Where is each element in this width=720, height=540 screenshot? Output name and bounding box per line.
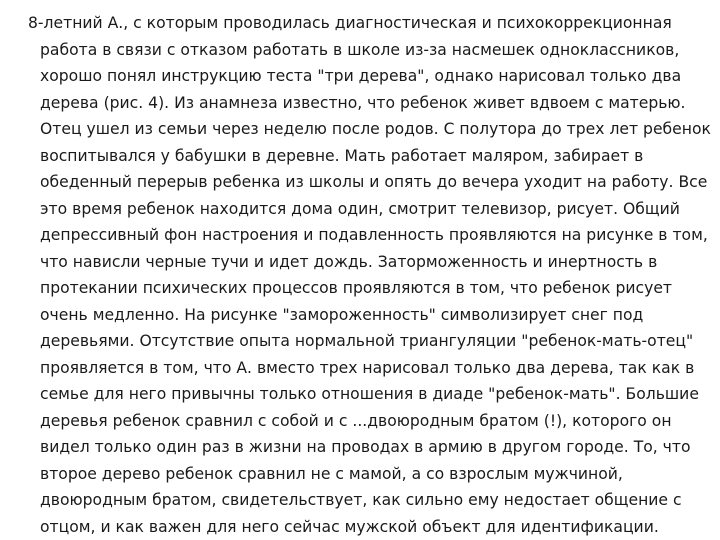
paragraph-line-12: очень медленно. На рисунке "замороженность" символизирует снег под	[40, 305, 644, 324]
paragraph-line-19: двоюродным братом, свидетельствует, как сильно ему недостает общение с	[40, 491, 682, 509]
paragraph-line-10: что нависли черные тучи и идет дождь. Заторможенность и инертность в	[40, 252, 658, 271]
paragraph-line-7: обеденный перерыв ребенка из школы и опять до вечера уходит на работу. Все	[40, 173, 708, 191]
paragraph-line-4: дерева (рис. 4). Из анамнеза известно, что ребенок живет вдвоем с матерью.	[40, 93, 686, 112]
case-description-paragraph	[28, 10, 711, 540]
paragraph-line-8: это время ребенок находится дома один, смотрит телевизор, рисует. Общий	[40, 199, 680, 218]
paragraph-line-6: воспитывался у бабушки в деревне. Мать работает маляром, забирает в	[40, 146, 644, 165]
paragraph-line-2: работа в связи с отказом работать в школе из-за насмешек одноклассников,	[40, 40, 680, 59]
paragraph-line-14: проявляется в том, что А. вместо трех нарисовал только два дерева, так как в	[40, 358, 695, 377]
paragraph-line-11: протекании психических процессов проявляются в том, что ребенок рисует	[40, 279, 673, 297]
paragraph-line-13: деревьями. Отсутствие опыта нормальной триангуляции "ребенок-мать-отец"	[40, 332, 694, 350]
paragraph-line-9: депрессивный фон настроения и подавленность проявляются на рисунке в том,	[40, 226, 708, 244]
paragraph-line-1: 8-летний А., с которым проводилась диагностическая и психокоррекционная	[28, 14, 672, 32]
paragraph-line-5: Отец ушел из семьи через неделю после родов. С полутора до трех лет ребенок	[40, 120, 711, 138]
paragraph-line-18: второе дерево ребенок сравнил не с мамой, а со взрослым мужчиной,	[40, 464, 623, 483]
paragraph-line-16: деревья ребенок сравнил с собой и с ...двоюродным братом (!), которого он	[40, 411, 672, 430]
paragraph-line-17: видел только один раз в жизни на проводах в армию в другом городе. То, что	[40, 438, 691, 456]
paragraph-line-3: хорошо понял инструкцию теста "три дерева", однако нарисовал только два	[40, 67, 682, 85]
paragraph-line-20: отцом, и как важен для него сейчас мужской объект для идентификации.	[40, 517, 659, 536]
paragraph-line-15: семье для него привычны только отношения в диаде "ребенок-мать". Большие	[40, 385, 699, 403]
